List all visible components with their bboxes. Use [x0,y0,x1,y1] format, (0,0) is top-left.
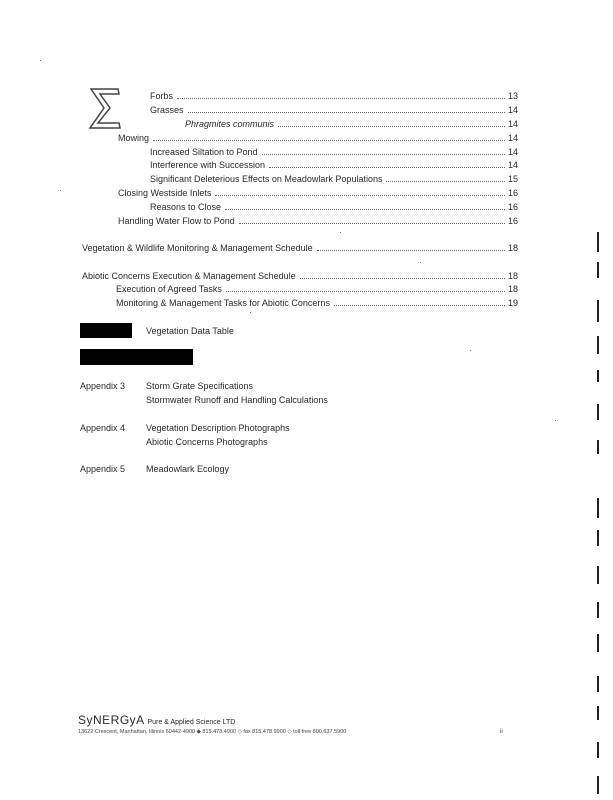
appendix-line: Storm Grate Specifications [146,381,254,391]
toc-entry-vegetation-wildlife-schedule: Vegetation & Wildlife Monitoring & Management Schedule 18 [82,243,518,253]
scan-artifact [597,566,599,584]
appendix-line: Abiotic Concerns Photographs [146,437,268,447]
appendix-line: Meadowlark Ecology [146,464,230,474]
toc-entry-grasses: Grasses 14 [150,105,518,115]
scan-speck [555,420,556,421]
toc-entry-succession: Interference with Succession 14 [150,160,518,170]
toc-entry-phragmites: Phragmites communis 14 [185,119,518,129]
toc-entry-mowing: Mowing 14 [118,133,518,143]
redaction-bar [80,323,132,338]
scan-artifact [597,602,599,618]
appendix-vegetation-data-table: Vegetation Data Table [146,326,234,336]
scan-artifact [597,262,599,278]
scan-artifact [597,232,599,252]
scan-artifact [597,742,599,758]
scan-speck [250,312,251,313]
scan-speck [60,190,61,191]
scan-artifact [597,706,599,720]
scan-speck [420,262,421,263]
scan-speck [340,232,341,233]
toc-entry-deleterious-effects: Significant Deleterious Effects on Meadowlark Populations 15 [150,174,518,184]
scan-speck [260,140,261,141]
toc-entry-abiotic-concerns-schedule: Abiotic Concerns Execution & Management Schedule 18 [82,271,518,281]
scan-artifact [597,336,599,354]
synergy-sigma-logo-icon [88,86,122,130]
appendix-label: Appendix 4 [80,423,126,433]
scan-artifact [597,440,599,454]
scan-artifact [597,776,599,794]
scan-speck [40,60,41,61]
toc-entry-monitoring-abiotic: Monitoring & Management Tasks for Abiotic Concerns 19 [116,298,518,308]
toc-entry-siltation: Increased Siltation to Pond 14 [150,147,518,157]
redaction-bar [80,349,193,365]
scan-artifact [597,498,599,518]
toc-entry-reasons-to-close: Reasons to Close 16 [150,202,518,212]
scan-artifact [597,530,599,546]
toc-entry-handling-water-flow: Handling Water Flow to Pond 16 [118,216,518,226]
toc-entry-forbs: Forbs 13 [150,91,518,101]
scan-artifact [597,404,599,420]
toc-entry-closing-westside-inlets: Closing Westside Inlets 16 [118,188,518,198]
footer-company-logo: SyNERGyA Pure & Applied Science LTD [78,713,236,727]
appendix-line: Vegetation Description Photographs [146,423,290,433]
toc-entry-agreed-tasks: Execution of Agreed Tasks 18 [116,284,518,294]
page-number: ii [500,729,503,735]
appendix-label: Appendix 3 [80,381,126,391]
scan-artifact [597,370,599,382]
appendix-line: Stormwater Runoff and Handling Calculations [146,395,328,405]
scan-artifact [597,300,599,322]
footer-address: 13622 Crescent, Manhattan, Illinois 60442-4900 ◆ 815.478.4900 ◇ fax 815.478.9900 ◇ toll free 800.637.5900 [78,729,347,735]
appendix-label: Appendix 5 [80,464,126,474]
scan-artifact [597,634,599,652]
scan-artifact [597,676,599,692]
scan-speck [470,350,471,351]
